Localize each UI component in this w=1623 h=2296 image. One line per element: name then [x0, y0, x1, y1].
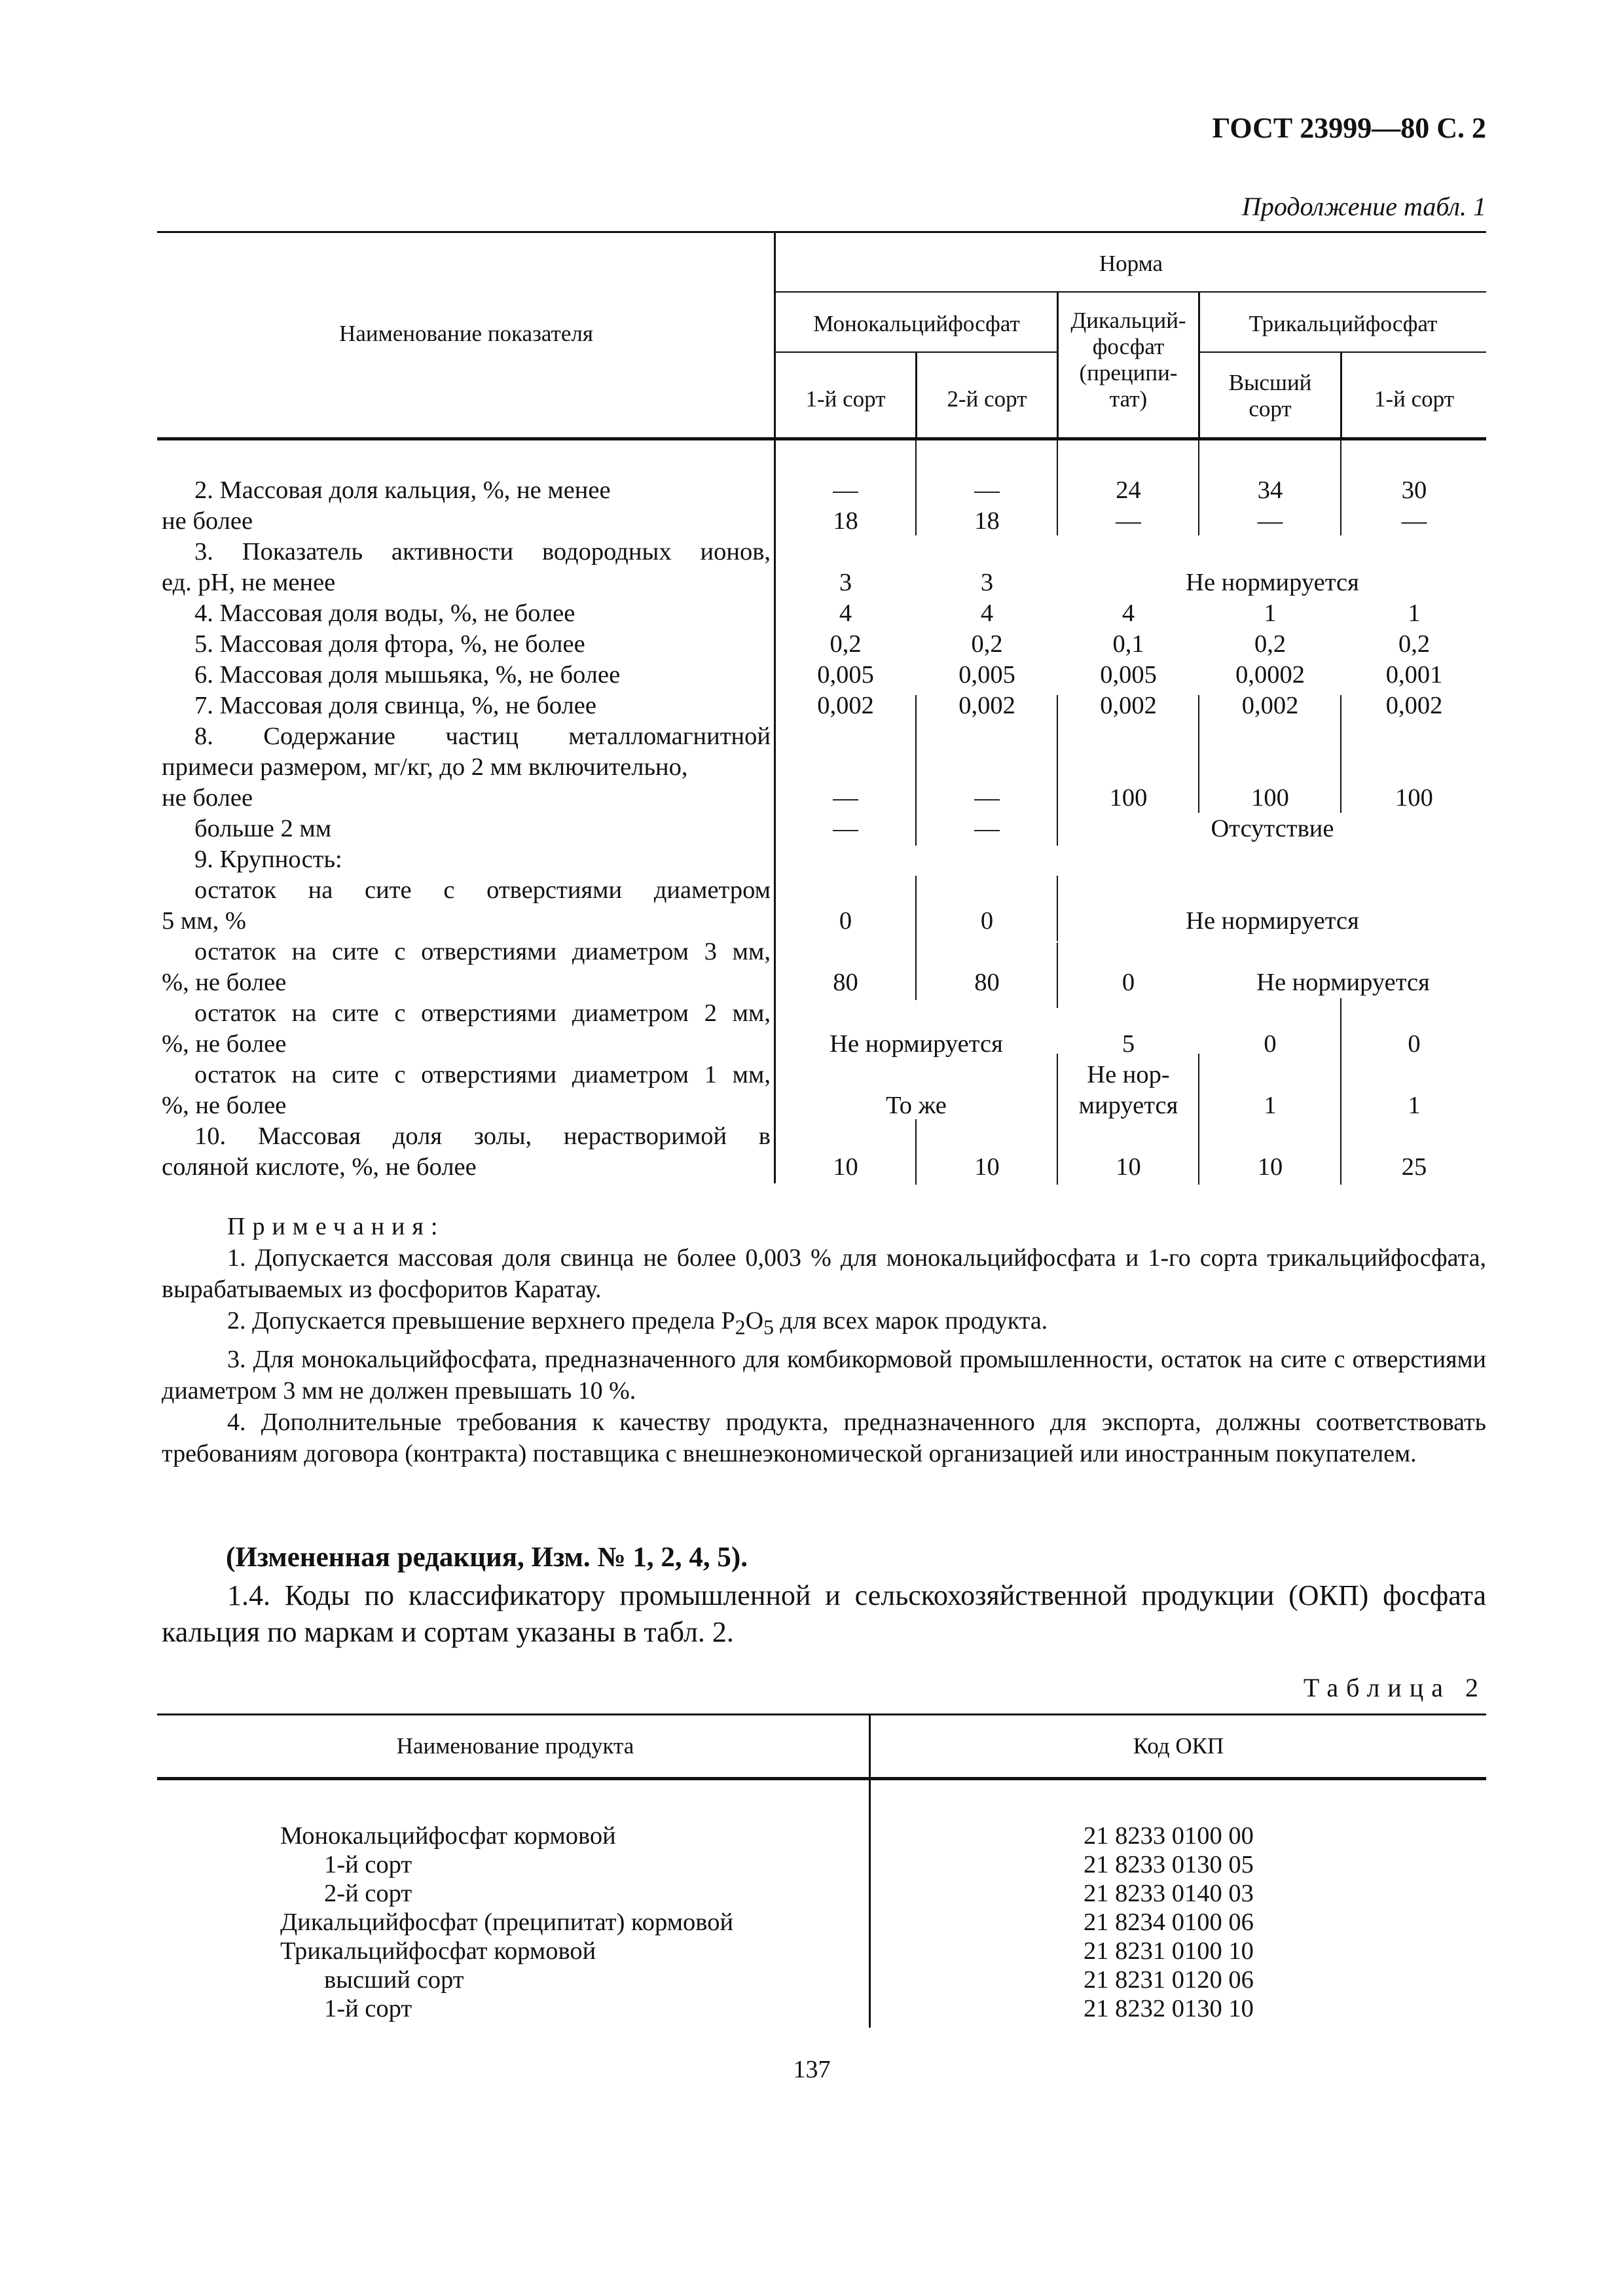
cell: мируется	[1078, 1092, 1178, 1119]
cell: 10	[974, 1153, 1000, 1181]
cell: 80	[833, 969, 858, 996]
tri-header: Трикальцийфосфат	[1249, 311, 1438, 336]
okp-code: 21 8233 0130 05	[1084, 1851, 1254, 1878]
product-name: Трикальцийфосфат кормовой	[280, 1937, 596, 1965]
cell: 1	[1264, 600, 1277, 627]
row-label: 5. Массовая доля фтора, %, не более	[194, 630, 585, 658]
row-label: 3. Показатель активности водородных ионов,	[194, 538, 771, 565]
cell: 25	[1401, 1153, 1427, 1181]
row-label: 7. Массовая доля свинца, %, не более	[194, 692, 596, 719]
row-label: остаток на сите с отверстиями диаметром	[194, 876, 771, 904]
page-number: 137	[793, 2056, 831, 2083]
notes	[162, 1211, 1486, 1469]
cell: 0,005	[1100, 661, 1157, 689]
cell: 18	[974, 507, 1000, 535]
cell: 0	[980, 907, 994, 935]
product-name: 1-й сорт	[324, 1995, 412, 2022]
cell: 100	[1109, 784, 1148, 812]
note-1: 1. Допускается массовая доля свинца не более 0,003 % для монокальцийфосфата и 1-го сорта трикальцийфосфата, вырабатываемых из фосфоритов Каратау.	[162, 1244, 1486, 1303]
product-name: 1-й сорт	[324, 1851, 412, 1878]
cell: 30	[1401, 476, 1427, 504]
row-label: 5 мм, %	[162, 907, 246, 935]
cell: 0,005	[817, 661, 874, 689]
cell: 0,002	[1100, 692, 1157, 719]
table2-label: Таблица 2	[1303, 1673, 1486, 1702]
cell: 0,2	[830, 630, 862, 658]
cell: 0,002	[958, 692, 1015, 719]
row-label: больше 2 мм	[194, 815, 332, 842]
cell-span: Не нормируется	[1186, 569, 1359, 596]
row-label: 8. Содержание частиц металломагнитной	[194, 723, 771, 750]
cell: 0,002	[1241, 692, 1299, 719]
cell: —	[1401, 507, 1427, 535]
tri-top-header: Высший сорт	[1228, 370, 1312, 422]
mono-grade2-header: 2-й сорт	[947, 386, 1027, 412]
cell: 10	[1116, 1153, 1141, 1181]
row-label: не более	[162, 507, 253, 535]
row-label: ед. pH, не менее	[162, 569, 336, 596]
revision-note: (Измененная редакция, Изм. № 1, 2, 4, 5).	[226, 1542, 748, 1573]
okp-code: 21 8231 0120 06	[1084, 1966, 1254, 1994]
col-name-header: Наименование показателя	[339, 321, 593, 346]
okp-code: 21 8233 0140 03	[1084, 1880, 1254, 1907]
note-3: 3. Для монокальцийфосфата, предназначенного для комбикормовой промышленности, остаток на сите с отверстиями диаметром 3 мм не должен превышать 10 %.	[162, 1345, 1486, 1405]
cell: —	[1116, 507, 1141, 535]
table2-col-product: Наименование продукта	[396, 1733, 634, 1759]
table-continuation-label: Продолжение табл. 1	[1241, 192, 1486, 221]
okp-code: 21 8234 0100 06	[1084, 1909, 1254, 1936]
di-header: Дикальций- фосфат (преципи- тат)	[1070, 308, 1186, 412]
cell: 0	[1408, 1030, 1421, 1058]
row-label: не более	[162, 784, 253, 812]
cell: —	[974, 784, 1000, 812]
row-label: %, не более	[162, 969, 287, 996]
paragraph-1-4: 1.4. Коды по классификатору промышленной и сельскохозяйственной продукции (ОКП) фосфата кальция по маркам и сортам указаны в табл. 2.	[162, 1579, 1486, 1648]
cell-span: Не нормируется	[1256, 969, 1430, 996]
row-label: %, не более	[162, 1030, 287, 1058]
note-4: 4. Дополнительные требования к качеству продукта, предназначенного для экспорта, должны соответствовать требованиям договора (контракта) поставщика с внешнеэкономической организацией или иностранным покупателем.	[162, 1408, 1486, 1467]
cell: 0	[1264, 1030, 1277, 1058]
row-label: 4. Массовая доля воды, %, не более	[194, 600, 575, 627]
cell: 0,005	[958, 661, 1015, 689]
cell: 24	[1116, 476, 1141, 504]
row-label: 10. Массовая доля золы, нерастворимой в	[194, 1122, 771, 1150]
cell: —	[1257, 507, 1283, 535]
okp-code: 21 8233 0100 00	[1084, 1822, 1254, 1850]
cell: 3	[839, 569, 852, 596]
cell: Не нор-	[1087, 1061, 1170, 1088]
row-label: 2. Массовая доля кальция, %, не менее	[194, 476, 611, 504]
row-label: %, не более	[162, 1092, 287, 1119]
cell-span: Отсутствие	[1211, 815, 1334, 842]
product-name: Монокальцийфосфат кормовой	[280, 1822, 616, 1850]
cell: 0,002	[1385, 692, 1443, 719]
product-name: 2-й сорт	[324, 1880, 412, 1907]
cell: —	[833, 815, 858, 842]
cell: 0,0002	[1235, 661, 1305, 689]
cell: 1	[1408, 600, 1421, 627]
cell: 18	[833, 507, 858, 535]
norm-header: Норма	[1099, 251, 1163, 276]
document-header: ГОСТ 23999—80 С. 2	[1212, 112, 1486, 144]
cell: —	[833, 784, 858, 812]
cell: 4	[839, 600, 852, 627]
cell: 0,2	[1398, 630, 1431, 658]
cell: 3	[980, 569, 994, 596]
cell: 1	[1408, 1092, 1421, 1119]
notes-title: Примечания:	[227, 1213, 445, 1240]
cell: 10	[833, 1153, 858, 1181]
cell: —	[974, 815, 1000, 842]
cell: 0,2	[1254, 630, 1286, 658]
cell: —	[833, 476, 858, 504]
row-label: остаток на сите с отверстиями диаметром 1 мм,	[194, 1061, 771, 1088]
row-label: соляной кислоте, %, не более	[162, 1153, 477, 1181]
mono-grade1-header: 1-й сорт	[805, 386, 886, 412]
cell: 100	[1251, 784, 1289, 812]
cell: 10	[1257, 1153, 1283, 1181]
cell: 0,002	[817, 692, 874, 719]
cell: 100	[1395, 784, 1433, 812]
product-name: Дикальцийфосфат (преципитат) кормовой	[280, 1909, 734, 1936]
cell: 0,001	[1385, 661, 1443, 689]
tri-grade1-header: 1-й сорт	[1374, 386, 1454, 412]
cell: 34	[1257, 476, 1283, 504]
okp-code: 21 8232 0130 10	[1084, 1995, 1254, 2022]
cell: 5	[1122, 1030, 1135, 1058]
cell: 4	[980, 600, 994, 627]
okp-code: 21 8231 0100 10	[1084, 1937, 1254, 1965]
cell: 0,2	[971, 630, 1003, 658]
cell: 0	[839, 907, 852, 935]
cell: 0	[1122, 969, 1135, 996]
cell-span: Не нормируется	[830, 1030, 1003, 1058]
row-label: 9. Крупность:	[194, 846, 342, 873]
row-label: остаток на сите с отверстиями диаметром 3 мм,	[194, 938, 771, 965]
product-name: высший сорт	[324, 1966, 464, 1994]
row-label: 6. Массовая доля мышьяка, %, не более	[194, 661, 621, 689]
cell: —	[974, 476, 1000, 504]
cell: 80	[974, 969, 1000, 996]
row-label: примеси размером, мг/кг, до 2 мм включительно,	[162, 753, 688, 781]
note-2: 2. Допускается превышение верхнего предела $P_2O_5$ для всех марок продукта.	[227, 1307, 1048, 1339]
cell-span: Не нормируется	[1186, 907, 1359, 935]
cell: 0,1	[1112, 630, 1144, 658]
mono-header: Монокальцийфосфат	[813, 311, 1020, 336]
cell: 1	[1264, 1092, 1277, 1119]
row-label: остаток на сите с отверстиями диаметром 2 мм,	[194, 999, 771, 1027]
cell: 4	[1122, 600, 1135, 627]
table2-col-code: Код ОКП	[1133, 1733, 1224, 1759]
cell-span: То же	[886, 1092, 947, 1119]
